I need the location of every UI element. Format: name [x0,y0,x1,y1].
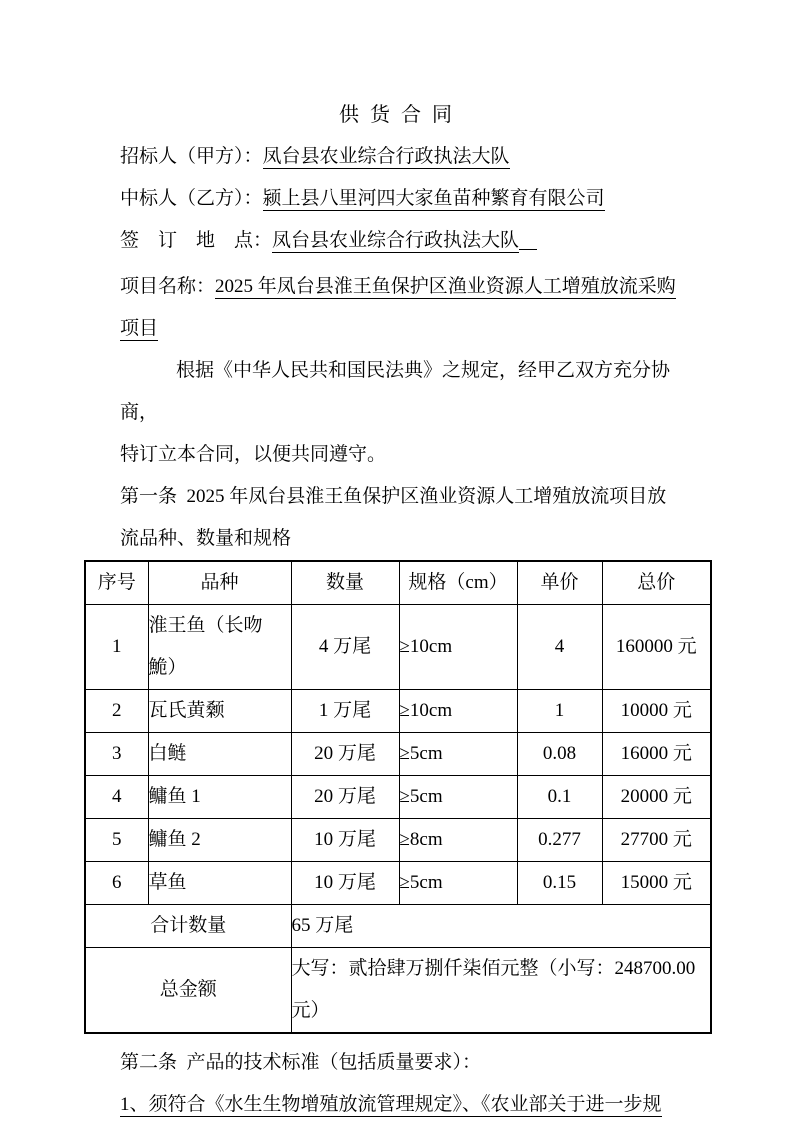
cell-species: 草鱼 [148,862,291,905]
party-label-bidder: 中标人（乙方）： [120,188,263,209]
table-row [85,605,711,690]
total-amount-label: 总金额 [85,948,291,1034]
header-species: 品种 [148,561,291,605]
table-header-row [85,561,711,605]
table-row [85,819,711,862]
cell-species: 鳙鱼 1 [148,776,291,819]
cell-species: 淮王鱼（长吻鮠） [148,605,291,690]
cell-quantity: 20 万尾 [291,733,399,776]
cell-total-price: 15000 元 [602,862,711,905]
cell-total-price: 160000 元 [602,605,711,690]
cell-spec: ≥5cm [399,776,517,819]
total-amount-row [85,948,711,1034]
preamble-line-1: 根据《中华人民共和国民法典》之规定，经甲乙双方充分协商， [120,360,671,423]
cell-seq: 2 [85,690,148,733]
project-name-value-line2: 项目 [120,318,159,339]
article1-line-2: 流品种、数量和规格 [120,528,292,549]
cell-total-price: 16000 元 [602,733,711,776]
project-name-value-line1: 2025 年凤台县淮王鱼保护区渔业资源人工增殖放流采购 [215,276,676,297]
header-seq: 序号 [85,561,148,605]
document-title: 供 货 合 同 [339,104,455,126]
cell-quantity: 20 万尾 [291,776,399,819]
cell-species: 鳙鱼 2 [148,819,291,862]
cell-spec: ≥5cm [399,862,517,905]
article2-heading: 第二条 产品的技术标准（包括质量要求）： [120,1052,482,1073]
project-name-label: 项目名称： [120,276,216,297]
signing-place-value: 凤台县农业综合行政执法大队 [272,230,520,251]
cell-quantity: 10 万尾 [291,819,399,862]
cell-seq: 6 [85,862,148,905]
party-value-tenderee: 凤台县农业综合行政执法大队 [262,146,510,167]
clause1-text: 1、须符合《水生生物增殖放流管理规定》、《农业部关于进一步规 [120,1094,662,1115]
cell-unit-price: 1 [517,690,602,733]
header-quantity: 数量 [291,561,399,605]
table-row [85,862,711,905]
total-amount-value: 大写：贰拾肆万捌仟柒佰元整（小写：248700.00 元） [291,948,711,1034]
release-items-table [84,560,712,1034]
cell-quantity: 10 万尾 [291,862,399,905]
party-value-bidder: 颍上县八里河四大家鱼苗种繁育有限公司 [262,188,605,209]
header-total-price: 总价 [602,561,711,605]
total-quantity-label: 合计数量 [85,905,291,948]
cell-species: 白鲢 [148,733,291,776]
cell-unit-price: 0.15 [517,862,602,905]
cell-species: 瓦氏黄颡 [148,690,291,733]
clause1-line [120,1084,676,1122]
cell-unit-price: 0.1 [517,776,602,819]
article1-line-1: 第一条 2025 年凤台县淮王鱼保护区渔业资源人工增殖放流项目放 [120,486,667,507]
header-spec: 规格（cm） [399,561,517,605]
cell-quantity: 1 万尾 [291,690,399,733]
party-label-tenderee: 招标人（甲方）： [120,146,263,167]
cell-seq: 3 [85,733,148,776]
party-row-tenderee [120,136,676,178]
total-quantity-value: 65 万尾 [291,905,711,948]
project-name-row [120,266,676,308]
cell-total-price: 20000 元 [602,776,711,819]
cell-unit-price: 4 [517,605,602,690]
total-quantity-row [85,905,711,948]
cell-seq: 1 [85,605,148,690]
header-unit-price: 单价 [517,561,602,605]
cell-spec: ≥10cm [399,690,517,733]
underline-extension [519,247,537,250]
cell-unit-price: 0.277 [517,819,602,862]
signing-place-row [120,220,676,262]
cell-spec: ≥8cm [399,819,517,862]
table-row [85,776,711,819]
table-row [85,733,711,776]
cell-seq: 5 [85,819,148,862]
cell-total-price: 27700 元 [602,819,711,862]
preamble-line-2: 特订立本合同，以便共同遵守。 [120,444,387,465]
cell-unit-price: 0.08 [517,733,602,776]
cell-spec: ≥5cm [399,733,517,776]
table-row [85,690,711,733]
cell-total-price: 10000 元 [602,690,711,733]
cell-quantity: 4 万尾 [291,605,399,690]
cell-spec: ≥10cm [399,605,517,690]
party-row-bidder [120,178,676,220]
signing-place-label: 签 订 地 点： [120,230,273,251]
cell-seq: 4 [85,776,148,819]
project-name-row-2 [120,308,676,350]
